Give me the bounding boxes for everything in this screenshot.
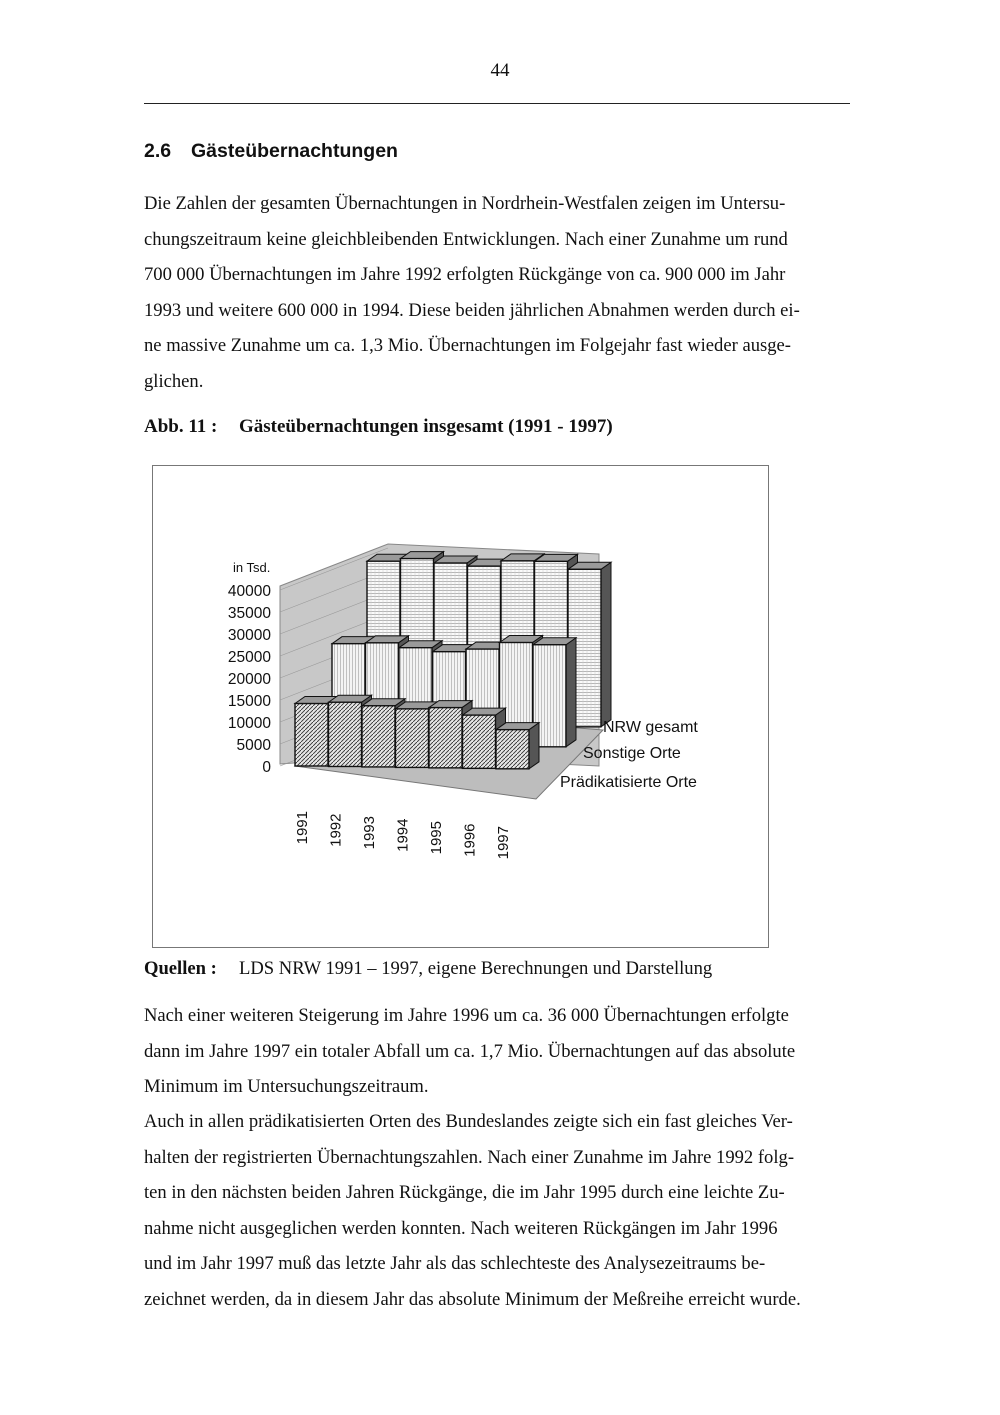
text-line: glichen. <box>144 370 204 392</box>
x-tick-label: 1997 <box>495 826 512 860</box>
text-line: halten der registrierten Übernachtungszahlen. Nach einer Zunahme im Jahre 1992 folg- <box>144 1146 795 1168</box>
text-line: chungszeitraum keine gleichbleibenden Entwicklungen. Nach einer Zunahme um rund <box>144 228 788 250</box>
figure-label: Abb. 11 : <box>144 416 218 437</box>
section-number: 2.6 <box>144 140 172 162</box>
svg-text:0: 0 <box>262 759 271 776</box>
x-tick-label: 1994 <box>394 818 412 852</box>
text-line: 700 000 Übernachtungen im Jahre 1992 erfolgten Rückgänge von ca. 900 000 im Jahr <box>144 264 786 285</box>
x-tick-label: 1991 <box>294 811 311 845</box>
chart-frame <box>152 465 769 948</box>
series-label: NRW gesamt <box>603 719 698 736</box>
text-line: Minimum im Untersuchungszeitraum. <box>144 1076 429 1097</box>
paragraph-3 <box>144 1104 856 1317</box>
figure-title: Gästeübernachtungen insgesamt (1991 - 1997) <box>239 416 613 437</box>
source-text: LDS NRW 1991 – 1997, eigene Berechnungen und Darstellung <box>239 958 713 979</box>
svg-text:30000: 30000 <box>227 627 271 644</box>
figure-caption <box>144 416 613 438</box>
svg-text:15000: 15000 <box>227 693 271 710</box>
svg-text:in Tsd.: in Tsd. <box>233 560 271 575</box>
bar-chart-3d <box>153 466 770 949</box>
svg-text:35000: 35000 <box>227 605 271 622</box>
source-line <box>144 958 712 980</box>
section-heading <box>144 140 398 163</box>
text-line: ne massive Zunahme um ca. 1,3 Mio. Übernachtungen im Folgejahr fast wieder ausge- <box>144 335 791 356</box>
paragraph-1 <box>144 186 856 399</box>
svg-text:20000: 20000 <box>227 671 271 688</box>
series-label: Prädikatisierte Orte <box>560 774 697 791</box>
paragraph-2 <box>144 998 856 1105</box>
text-line: Nach einer weiteren Steigerung im Jahre 1996 um ca. 36 000 Übernachtungen erfolgte <box>144 1005 789 1026</box>
text-line: nahme nicht ausgeglichen werden konnten. Nach weiteren Rückgängen im Jahr 1996 <box>144 1217 778 1239</box>
svg-text:25000: 25000 <box>227 649 271 666</box>
text-line: ten in den nächsten beiden Jahren Rückgänge, die im Jahr 1995 durch eine leichte Zu- <box>144 1182 785 1203</box>
text-line: 1993 und weitere 600 000 in 1994. Diese beiden jährlichen Abnahmen werden durch ei- <box>144 299 800 321</box>
text-line: zeichnet werden, da in diesem Jahr das absolute Minimum der Meßreihe erreicht wurde. <box>144 1288 801 1310</box>
svg-text:5000: 5000 <box>236 737 271 754</box>
x-tick-label: 1995 <box>428 821 445 855</box>
series-label: Sonstige Orte <box>583 745 681 762</box>
x-tick-label: 1996 <box>461 823 479 857</box>
text-line: Auch in allen prädikatisierten Orten des Bundeslandes zeigte sich ein fast gleiches Ver- <box>144 1111 793 1132</box>
svg-text:40000: 40000 <box>227 583 271 600</box>
text-line: dann im Jahre 1997 ein totaler Abfall um ca. 1,7 Mio. Übernachtungen auf das absolute <box>144 1040 796 1062</box>
text-line: und im Jahr 1997 muß das letzte Jahr als das schlechteste des Analysezeitraums be- <box>144 1253 766 1274</box>
page-number: 44 <box>490 60 510 81</box>
source-label: Quellen : <box>144 958 217 979</box>
text-line: Die Zahlen der gesamten Übernachtungen in Nordrhein-Westfalen zeigen im Untersu- <box>144 193 786 214</box>
x-tick-label: 1992 <box>327 813 345 847</box>
x-tick-label: 1993 <box>361 816 378 850</box>
svg-text:10000: 10000 <box>227 715 271 732</box>
bar <box>496 723 539 769</box>
section-title: Gästeübernachtungen <box>191 140 398 162</box>
header-rule <box>144 103 850 104</box>
